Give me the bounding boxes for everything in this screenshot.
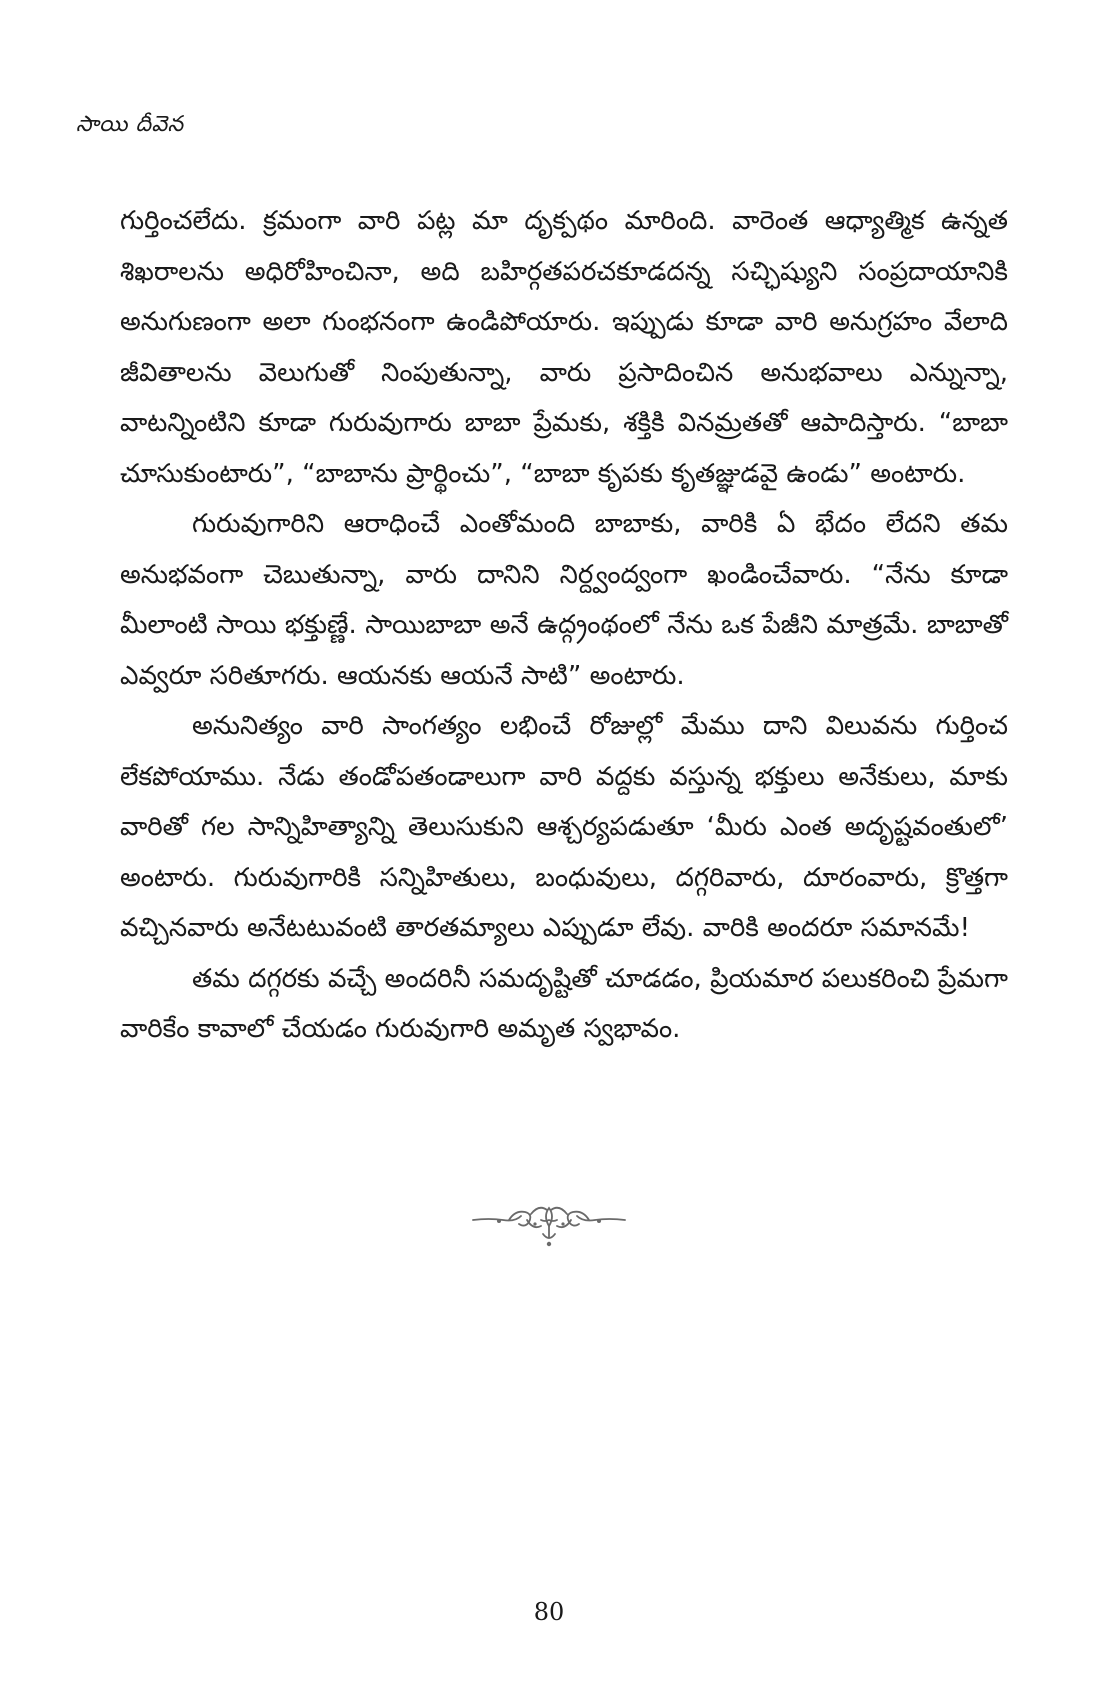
- running-header: సాయి దీవెన: [76, 112, 184, 137]
- floral-divider-icon: [469, 1190, 629, 1250]
- page-number: 80: [533, 1598, 565, 1626]
- body-text: [120, 196, 1008, 1055]
- paragraph-1: గుర్తించలేదు. క్రమంగా వారి పట్ల మా దృక్పథం మారింది. వారెంత ఆధ్యాత్మిక ఉన్నత శిఖరాలను అధిరోహించినా, అది బహిర్గతపరచకూడదన్న సచ్ఛిష్యుని సంప్రదాయానికి అనుగుణంగా అలా గుంభనంగా ఉండిపోయారు. ఇప్పుడు కూడా వారి అనుగ్రహం వేలాది జీవితాలను వెలుగుతో నింపుతున్నా, వారు ప్రసాదించిన అనుభవాలు ఎన్నున్నా, వాటన్నింటిని కూడా గురువుగారు బాబా ప్రేమకు, శక్తికి వినమ్రతతో ఆపాదిస్తారు. “బాబా చూసుకుంటారు”, “బాబాను ప్రార్థించు”, “బాబా కృపకు కృతజ్ఞుడవై ఉండు” అంటారు.: [120, 206, 1008, 489]
- paragraph-4: తమ దగ్గరకు వచ్చే అందరినీ సమదృష్టితో చూడడం, ప్రియమార పలుకరించి ప్రేమగా వారికేం కావాలో చేయడం గురువుగారి అమృత స్వభావం.: [120, 963, 1008, 1044]
- paragraph-2: గురువుగారిని ఆరాధించే ఎంతోమంది బాబాకు, వారికి ఏ భేదం లేదని తమ అనుభవంగా చెబుతున్నా, వారు దానిని నిర్ద్వంద్వంగా ఖండించేవారు. “నేను కూడా మీలాంటి సాయి భక్తుణ్ణే. సాయిబాబా అనే ఉద్గ్రంథంలో నేను ఒక పేజీని మాత్రమే. బాబాతో ఎవ్వరూ సరితూగరు. ఆయనకు ఆయనే సాటి” అంటారు.: [120, 509, 1008, 691]
- paragraph-3: అనునిత్యం వారి సాంగత్యం లభించే రోజుల్లో మేము దాని విలువను గుర్తించ లేకపోయాము. నేడు తండోపతండాలుగా వారి వద్దకు వస్తున్న భక్తులు అనేకులు, మాకు వారితో గల సాన్నిహిత్యాన్ని తెలుసుకుని ఆశ్చర్యపడుతూ ‘మీరు ఎంత అదృష్టవంతులో’ అంటారు. గురువుగారికి సన్నిహితులు, బంధువులు, దగ్గరివారు, దూరంవారు, క్రొత్తగా వచ్చినవారు అనేటటువంటి తారతమ్యాలు ఎప్పుడూ లేవు. వారికి అందరూ సమానమే!: [120, 711, 1008, 943]
